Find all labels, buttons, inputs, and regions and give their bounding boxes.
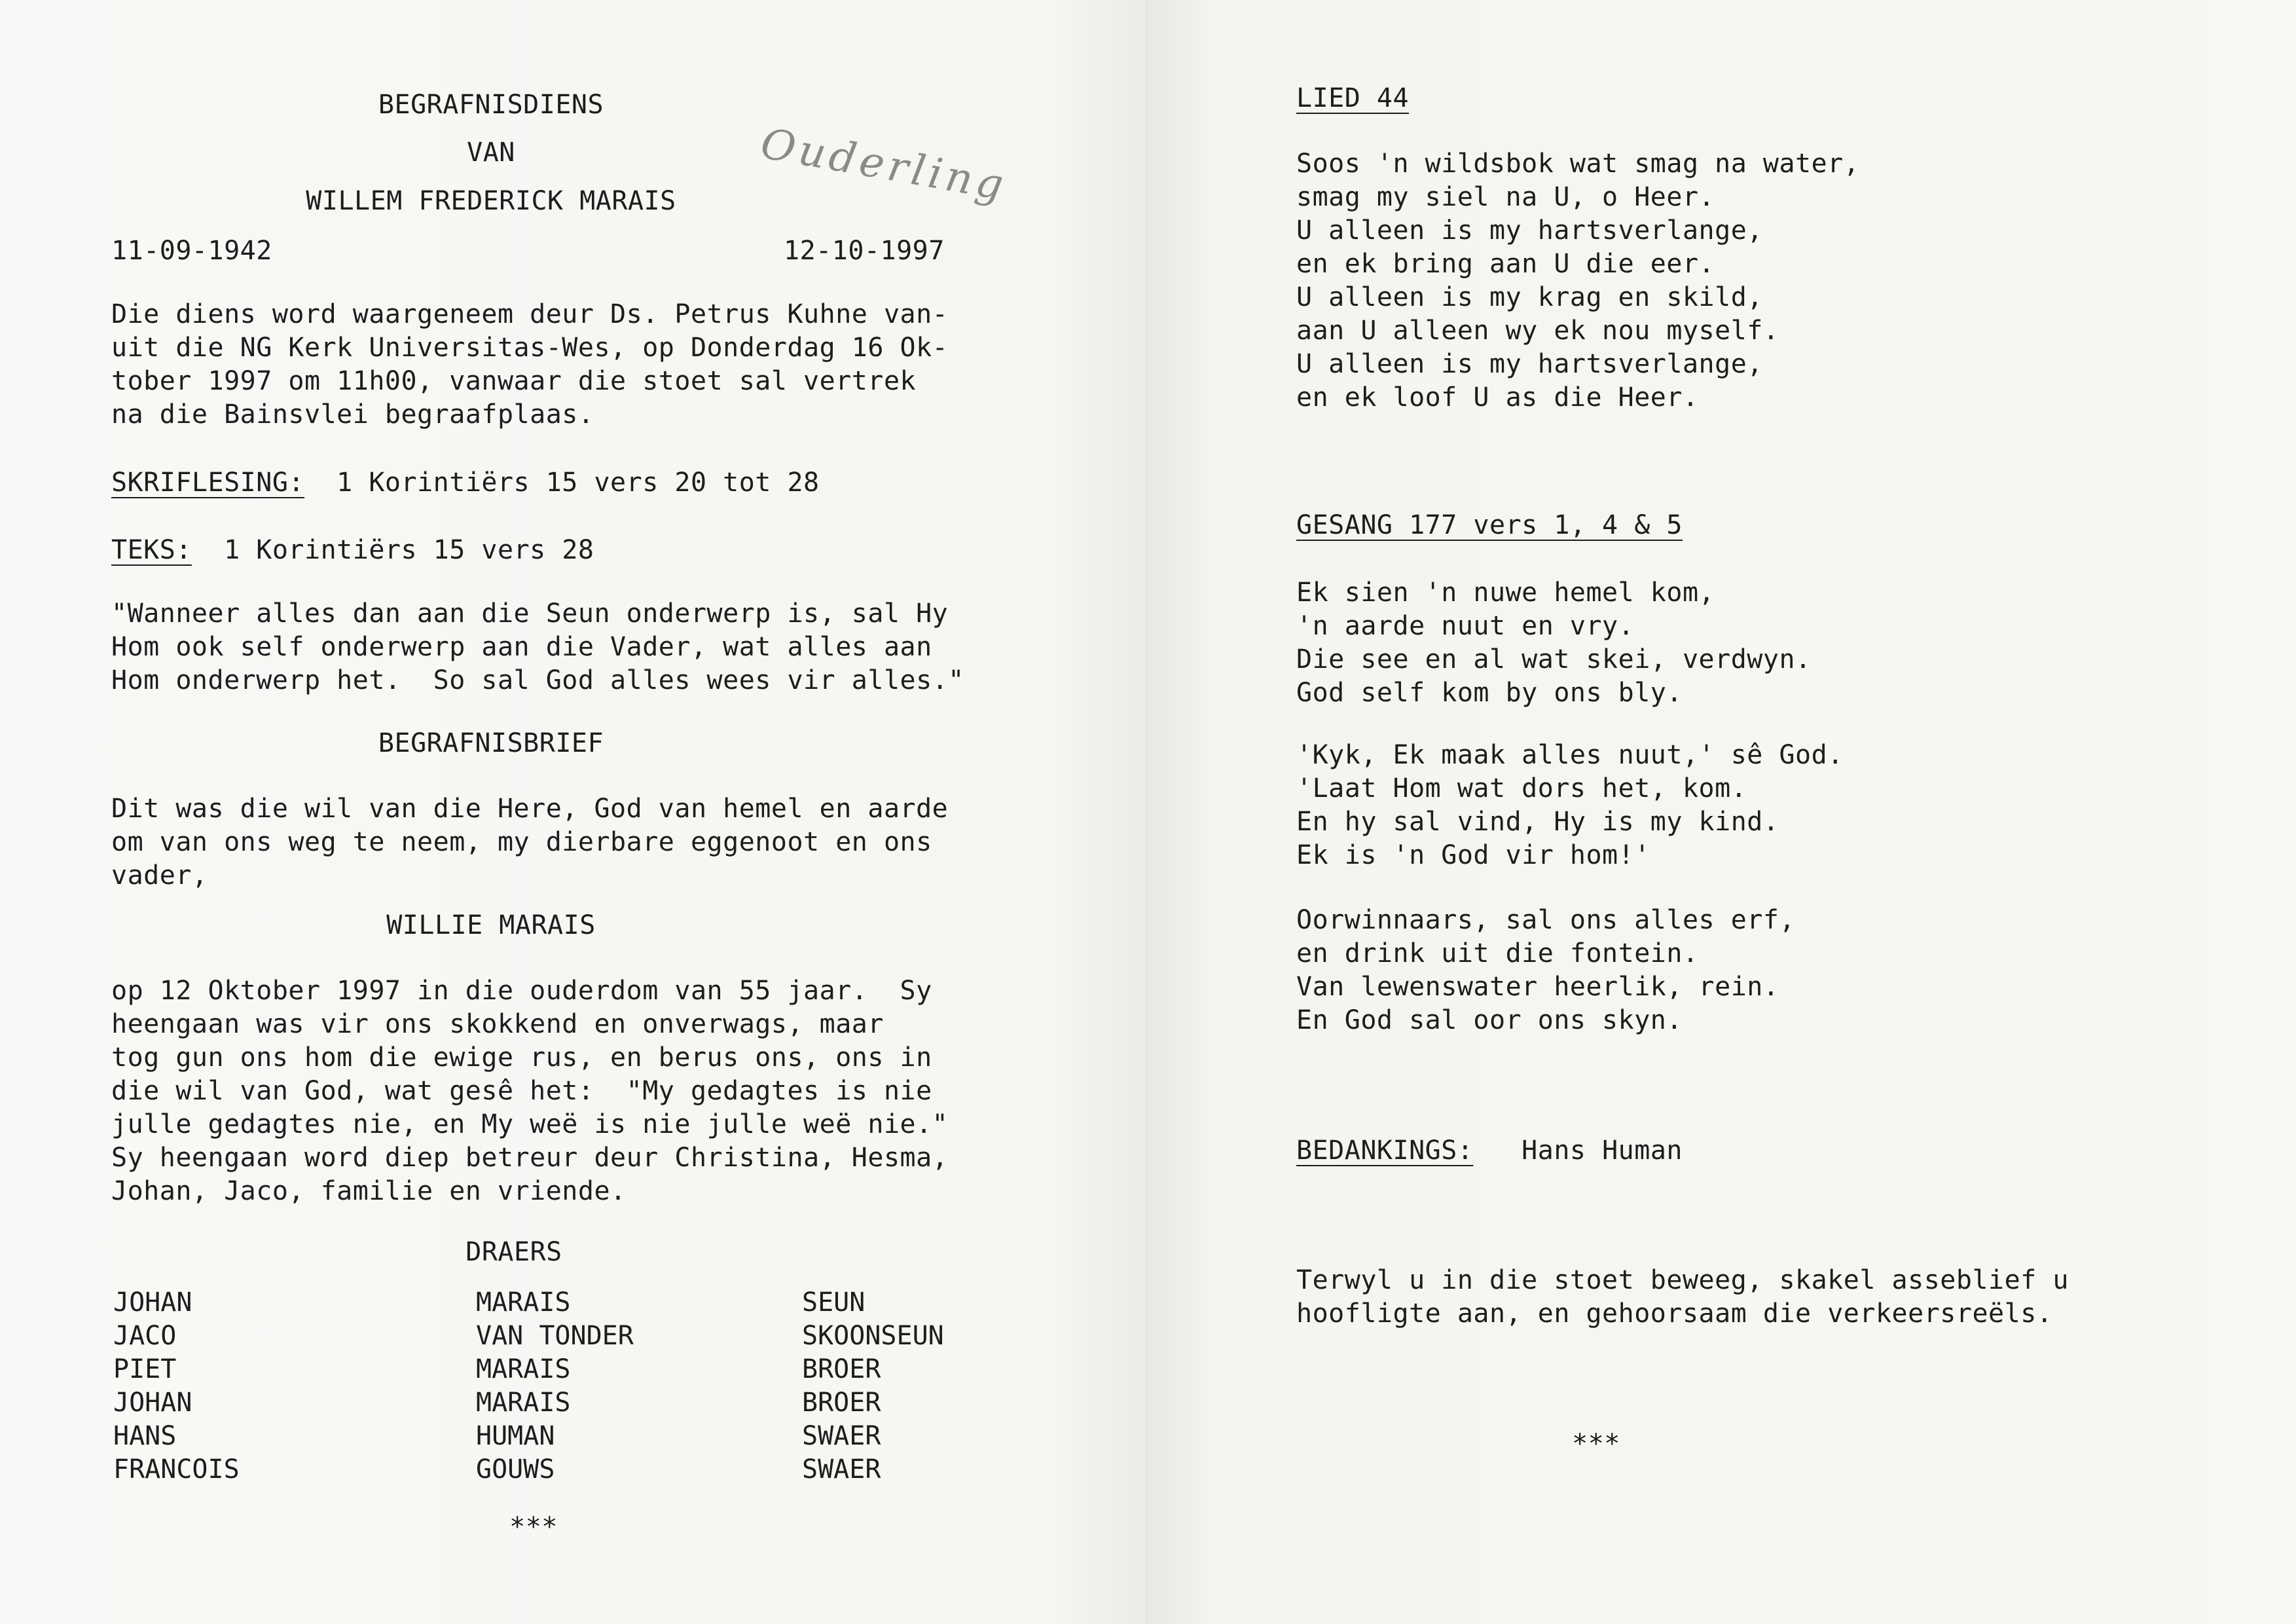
- death-line: die wil van God, wat gesê het: "My gedagtes is nie: [111, 1076, 932, 1106]
- closing-line: Terwyl u in die stoet beweeg, skakel asseblief u: [1296, 1265, 2069, 1295]
- skriflesing-line: [111, 466, 820, 500]
- brief-line: Dit was die wil van die Here, God van hemel en aarde: [111, 794, 949, 824]
- bedankings-label: BEDANKINGS:: [1296, 1135, 1474, 1166]
- closing-line: hoofligte aan, en gehoorsaam die verkeersreëls.: [1296, 1299, 2053, 1329]
- draer-surname: MARAIS: [476, 1388, 571, 1418]
- draer-first-name: JOHAN: [113, 1287, 192, 1318]
- draers-surnames: [476, 1286, 634, 1486]
- gesang-line: en drink uit die fontein.: [1296, 938, 1699, 969]
- gesang-line: En God sal oor ons skyn.: [1296, 1005, 1683, 1035]
- lied-line: U alleen is my hartsverlange,: [1296, 349, 1763, 379]
- death-line: julle gedagtes nie, en My weë is nie julle weë nie.": [111, 1109, 949, 1139]
- draer-relation: SWAER: [802, 1454, 881, 1485]
- lied-line: en ek bring aan U die eer.: [1296, 249, 1715, 279]
- lied-line: Soos 'n wildsbok wat smag na water,: [1296, 149, 1860, 179]
- gesang-line: Die see en al wat skei, verdwyn.: [1296, 644, 1812, 674]
- gesang-stanza-2: [1296, 739, 1844, 872]
- quote-line: Hom ook self onderwerp aan die Vader, wat alles aan: [111, 632, 932, 662]
- teks-line: [111, 534, 594, 567]
- death-line: op 12 Oktober 1997 in die ouderdom van 55 jaar. Sy: [111, 976, 932, 1006]
- lied-lyrics: [1296, 147, 1859, 415]
- quote-line: Hom onderwerp het. So sal God alles wees vir alles.": [111, 665, 964, 695]
- draer-relation: SEUN: [802, 1287, 866, 1318]
- draer-first-name: HANS: [113, 1421, 177, 1451]
- gesang-line: En hy sal vind, Hy is my kind.: [1296, 807, 1779, 837]
- gesang-line: 'Kyk, Ek maak alles nuut,' sê God.: [1296, 740, 1844, 770]
- draer-first-name: JOHAN: [113, 1388, 192, 1418]
- brief-line: om van ons weg te neem, my dierbare eggenoot en ons: [111, 827, 932, 857]
- draer-relation: BROER: [802, 1388, 881, 1418]
- draer-relation: SWAER: [802, 1421, 881, 1451]
- draers-first-names: [113, 1286, 240, 1486]
- death-line: tog gun ons hom die ewige rus, en berus ons, ons in: [111, 1043, 932, 1073]
- draer-surname: GOUWS: [476, 1454, 555, 1485]
- draer-surname: HUMAN: [476, 1421, 555, 1451]
- teks-label: TEKS:: [111, 535, 192, 565]
- draer-surname: MARAIS: [476, 1354, 571, 1384]
- gesang-stanza-1: [1296, 576, 1812, 710]
- right-page: [1148, 0, 2296, 1624]
- service-line: tober 1997 om 11h00, vanwaar die stoet sal vertrek: [111, 366, 917, 396]
- bedankings-value: Hans Human: [1522, 1135, 1683, 1166]
- service-line: uit die NG Kerk Universitas-Wes, op Donderdag 16 Ok-: [111, 333, 949, 363]
- draer-surname: VAN TONDER: [476, 1321, 634, 1351]
- gesang-line: Ek sien 'n nuwe hemel kom,: [1296, 578, 1715, 608]
- right-end-mark: ***: [1572, 1429, 1620, 1459]
- lied-line: aan U alleen wy ek nou myself.: [1296, 316, 1779, 346]
- title-line-1: BEGRAFNISDIENS: [378, 90, 604, 120]
- draer-relation: BROER: [802, 1354, 881, 1384]
- death-date: 12-10-1997: [784, 236, 945, 266]
- death-line: heengaan was vir ons skokkend en onverwags, maar: [111, 1009, 884, 1039]
- gesang-line: Ek is 'n God vir hom!': [1296, 840, 1650, 870]
- lied-line: smag my siel na U, o Heer.: [1296, 182, 1715, 212]
- handwritten-note: Ouderling: [757, 119, 1011, 211]
- death-line: Sy heengaan word diep betreur deur Christina, Hesma,: [111, 1143, 949, 1173]
- gesang-line: 'Laat Hom wat dors het, kom.: [1296, 773, 1747, 803]
- draers-heading: DRAERS: [465, 1237, 562, 1267]
- gesang-heading: GESANG 177 vers 1, 4 & 5: [1296, 510, 1683, 540]
- death-paragraph: [111, 974, 948, 1208]
- draer-first-name: JACO: [113, 1321, 177, 1351]
- deceased-name: WILLIE MARAIS: [386, 910, 596, 940]
- bedankings-line: [1296, 1134, 1683, 1168]
- quote-line: "Wanneer alles dan aan die Seun onderwerp is, sal Hy: [111, 599, 949, 629]
- brief-line: vader,: [111, 860, 208, 891]
- service-paragraph: [111, 298, 948, 432]
- gesang-line: Van lewenswater heerlik, rein.: [1296, 972, 1779, 1002]
- service-line: Die diens word waargeneem deur Ds. Petrus Kuhne van-: [111, 299, 949, 329]
- title-line-2: VAN: [467, 138, 515, 168]
- draer-first-name: FRANCOIS: [113, 1454, 240, 1485]
- teks-value: 1 Korintiërs 15 vers 28: [224, 535, 594, 565]
- lied-line: en ek loof U as die Heer.: [1296, 382, 1699, 413]
- lied-line: U alleen is my hartsverlange,: [1296, 215, 1763, 246]
- gesang-stanza-3: [1296, 904, 1795, 1037]
- draer-first-name: PIET: [113, 1354, 177, 1384]
- draer-surname: MARAIS: [476, 1287, 571, 1318]
- draer-relation: SKOONSEUN: [802, 1321, 944, 1351]
- scripture-quote: [111, 597, 964, 697]
- skriflesing-value: 1 Korintiërs 15 vers 20 tot 28: [337, 468, 820, 498]
- lied-heading: LIED 44: [1296, 83, 1410, 113]
- brief-heading: BEGRAFNISBRIEF: [378, 728, 604, 758]
- service-line: na die Bainsvlei begraafplaas.: [111, 399, 594, 430]
- death-line: Johan, Jaco, familie en vriende.: [111, 1176, 627, 1206]
- title-line-3: WILLEM FREDERICK MARAIS: [306, 186, 676, 216]
- draers-relations: [802, 1286, 944, 1486]
- gesang-line: 'n aarde nuut en vry.: [1296, 611, 1635, 641]
- closing-paragraph: [1296, 1264, 2069, 1331]
- left-end-mark: ***: [509, 1512, 558, 1542]
- gesang-line: God self kom by ons bly.: [1296, 678, 1683, 708]
- skriflesing-label: SKRIFLESING:: [111, 468, 304, 498]
- birth-date: 11-09-1942: [111, 236, 272, 266]
- brief-paragraph: [111, 792, 948, 893]
- lied-line: U alleen is my krag en skild,: [1296, 282, 1763, 312]
- gesang-line: Oorwinnaars, sal ons alles erf,: [1296, 905, 1796, 935]
